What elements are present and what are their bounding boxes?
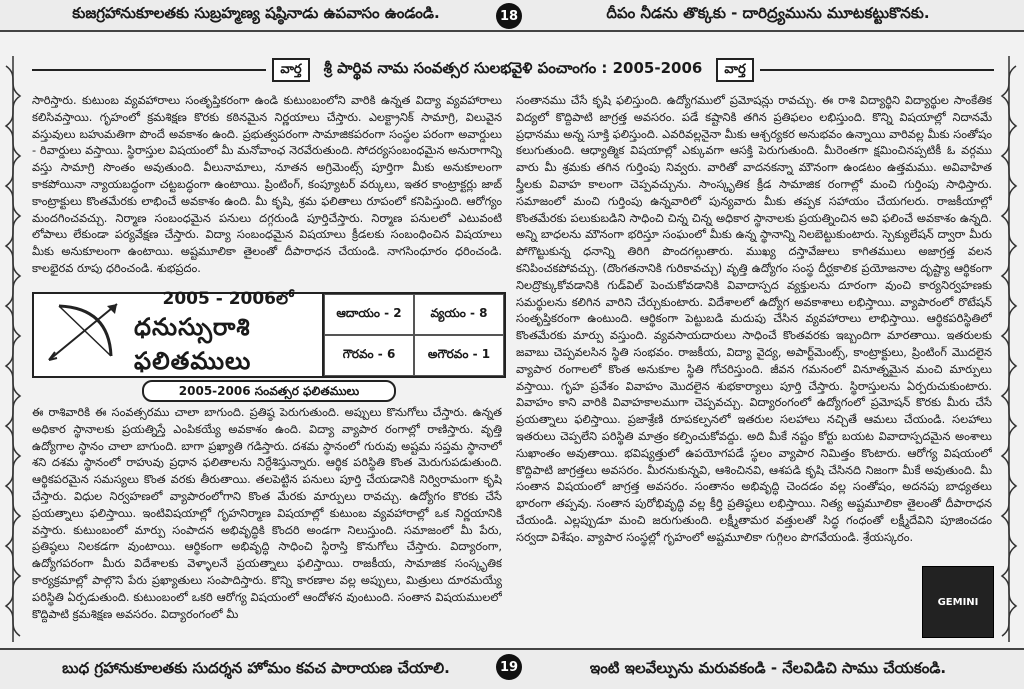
left-lower-paragraph: ఈ రాశివారికి ఈ సంవత్సరము చాలా బాగుంది. ప్రతిష్ఠ పెరుగుతుంది. అప్పులు కొనుగోలు చేస్తారు. ఉన్నత అధికార స్థానాలకు ప్రయత్నిస్తే ఎంపికయ్యే అవకాశం ఉంది. విద్యా వ్యాపార రంగాల్లో రాణిస్తారు. వృత్తి ఉద్యోగాల స్థానం చాలా బాగుంది. బాగా ప్రఖ్యాతి గడిస్తారు. దశమ స్థానంలో గురువు అష్టమ సప్తమ స్థానాలో శని దశమ స్థానంలో రాహువు ప్రధాన ఫలితాలను నిర్దేశిస్తున్నారు. ఆర్థిక పరిస్థితి కొంత మెరుగుపడుతుంది. ఆర్థికపరమైన సమస్యలు కొంత వరకు తీరుతాయి. తలపెట్టిన పనులు పూర్తి చేయడానికి నిర్విరామంగా కృషి చేస్తారు. విధుల నిర్వహణలో వ్యాపారంలోగాని కొంత మేరకు మార్పులు రావచ్చు. ఉద్యోగం కొరకు చేసే ప్రయత్నాలు ఫలిస్తాయి. ఇంటివిషయాల్లో గృహనిర్మాణ విషయాల్లో కుటుంబ వ్యవహారాల్లో ఒక నిర్ణయానికి వస్తారు. కుటుంబంలో మార్పు సంపాదన అభివృద్ధికి కొందరి అండగా నిలుస్తుంది. సమాజంలో మీ పేరు, ప్రతిష్ఠలు నిలకడగా వుంటాయి. ఆర్థికంగా అభివృద్ధి సాధించి స్థిరాస్తి కొనుగోలు చేస్తారు. విద్యారంగా, ఉద్యోగపరంగా మీరు విదేశాలకు వెళ్ళాలనే ప్రయత్నాలు ఫలిస్తాయి. రాజకీయ, సామాజిక సంస్కృతిక కార్యక్రమాల్లో పాల్గొని పేరు ప్రఖ్యాతులు సంపాదిస్తారు. కొన్ని కారణాల వల్ల అప్పులు, మిత్రులు దూరమయ్యే పరిస్థితి ఏర్పడుతుంది. కుటుంబంలో ఒకరి ఆరోగ్య విషయంలో ఆందోళన వుంటుంది. సంతాన విషయములలో కొద్దిపాటి క్రమశిక్షణ అవసరం. విద్యారంగంలో మీ [32,405,502,621]
zodiac-box [32,289,506,378]
gouravam-cell: గౌరవం - 6 [324,335,414,376]
aadayam-cell: ఆదాయం - 2 [324,294,414,335]
zodiac-heading [134,289,322,376]
gemini-ad-label: GEMINI [937,596,979,608]
sagittarius-bow-icon [34,294,134,372]
bottom-band-left-text: బుధ గ్రహానుకూలతకు సుదర్శన హోమం కవచ పారాయణ చేయాలి. [62,658,450,677]
yearly-results-subtitle: 2005-2006 సంవత్సర ఫలితములు [142,380,396,402]
vyayam-cell: వ్యయం - 8 [414,294,504,335]
right-column [516,92,992,640]
header-rule-left [32,69,266,71]
page-number-bottom: 19 [496,654,522,680]
left-upper-paragraph: సారిస్తారు. కుటుంబ వ్యవహారాలు సంతృప్తికరంగా ఉండి కుటుంబంలోని వారికి ఉన్నత విద్యా వ్యవహారాలు కలిసివస్తాయి. గృహంలో క్రమశిక్షణ కొరకు కఠినమైన నిర్ణయాలు చేస్తారు. ఎలక్ట్రానిక్ సామాగ్రి, విలువైన వస్తువులు బహుమతిగా పొందే అవకాశం ఉంది. ప్రభుత్వపరంగా సామాజికపరంగా సంస్థల పరంగా అవార్డులు - రివార్డులు వస్తాయి. స్థిరాస్తుల విషయంలో మీ మనోవాంఛ నెరవేరుతుంది. సోదర్యసంబంధమైన అనురాగాన్ని వస్తు సామాగ్రి సొంతం అవుతుంది. వీలునామాలు, నూతన అగ్రిమెంట్స్ పూర్తిగా మీకు అనుకూలంగా కాకపోయినా న్యాయబద్ధంగా చట్టబద్ధంగా ఉంటాయి. ప్రింటింగ్, కంప్యూటర్ వర్కులు, ఇతర కాంట్రాక్టర్లు జాబ్ కాంట్రాక్టులు కొంతమేరకు లాభించే అవకాశం ఉంది. మీ కృషి, శ్రమ ఫలితాలు రూపంలో కనిపిస్తుంది. ఆరోగ్యం మందగించవచ్చు. నిర్మాణ సంబంధమైన పనులు దగ్గరుండి పూర్తిచేస్తారు. నిర్మాణ పనులలో ఎటువంటి లోపాలు లేకుండా పర్యవేక్షణ చేస్తారు. విద్యా సంబంధమైన విషయాలు క్రీడలకు సంబంధించిన విషయాలు మీకు అనుకూలంగా ఉంటాయి. అష్టమూలికా తైలంతో దీపారాధన చేయండి. నాగసింధూరం ధరించండి. కాలభైరవ రూపు ధరించండి. శుభప్రదం. [32,93,502,275]
right-paragraph: సంతానము చేసే కృషి ఫలిస్తుంది. ఉద్యోగములో ప్రమోషన్లు రావచ్చు. ఈ రాశి విద్యార్థిని విద్యార్థుల సాంకేతిక విద్యలో కొద్దిపాటి జాగ్రత్త అవసరం. పడే కష్టానికి తగిన ప్రతిఫలం లభిస్తుంది. కొన్ని విషయాల్లో నిదానమే ప్రధానము అన్న సూక్తి ఫలిస్తుంది. ఎవరివల్లనైనా మీకు ఆశ్చర్యకర అనుభవం ఉన్నాయి వారివల్ల మీకు సంతోషం కలుగుతుంది. ఆధ్యాత్మిక విషయాల్లో ఎక్కువగా ఆసక్తి పెరుగుతుంది. మీరెంతగా క్షమించినప్పటికీ ఓ వర్గము వారు మీ శ్రమకు తగిన గుర్తింపు నివ్వరు. వారితో వాదనకన్నా మౌనంగా ఉండటం ఉత్తమము. అవివాహిత స్త్రీలకు వివాహ కాలంగా చెప్పవచ్చును. సాంస్కృతిక క్రీడ సామాజిక రంగాల్లో మంచి గుర్తింపు సాధిస్తారు. సమాజంలో మంచి గుర్తింపు ఉన్నవారిలో పున్యవారు మీకు తప్పక సహాయం చేయగలరు. రాజకీయాల్లో కొంతమేరకు పలుకుబడిని సాధించి చిన్న చిన్న అధికార స్థానాలకు ప్రయత్నించిన అవి ఫలించే అవకాశం ఉన్నది. అన్ని బాధలను మౌనంగా భరిస్తూ సంఘంలో మీకు ఉన్న స్థానాన్ని నిలబెట్టుకుంటారు. స్పెక్యులేషన్ ద్వారా మీరు పోగొట్టుకున్న ధనాన్ని తిరిగి పొందగల్గుతారు. ముఖ్య దస్తావేజులు కాగితములు అజాగ్రత్త వలన కనిపించకపోవచ్చు. (దొంగతనానికి గురికావచ్చు) వృత్తి ఉద్యోగం సంస్థ దీర్ఘకాలిక ప్రయోజనాల దృష్ట్యా ఆర్థికంగా నిలద్రొక్కుకోవడానికి గుడ్‌విల్ పెంచుకోవడానికి వివాదాస్పద వ్యక్తులను దూరంగా వుంచి కార్యనిర్వహణకు సమర్థులను కలిగిన వారిని చేర్చుకుంటారు. విదేశాలలో ఉద్యోగ అవకాశాలు లభిస్తాయి. వ్యాపారంలో రొటేషన్ సంతృప్తికరంగా ఉంటుంది. ఆర్థికంగా పెట్టుబడి మదుపు చేసిన వ్యవహారాలు లాభిస్తాయి. ఆర్థికపరిస్థితిలో కొంతమేరకు మార్పు వస్తుంది. వ్యవసాయదారులు సాధించే కొంతవరకు ఇబ్బందిగా మారతాయి. ఇతరులకు జవాబు చెప్పవలసిన స్థితి సంభవం. రాజకీయ, విద్యా వైద్య, అపార్ట్‌మెంట్స్, కాంట్రాక్టులు, ప్రింటింగ్ మొదలైన వ్యాపార రంగాలలో కొంత అనుకూల స్థితి గోచరిస్తుంది. జీవన గమనంలో వినూత్నమైన మంచి మార్పులు వస్తాయి. గృహ ప్రవేశం వివాహం మొదలైన శుభకార్యాలు పూర్తి చేస్తారు. స్థిరాస్తులను ఏర్పరుచుకుంటారు. వివాహం కాని వారికి వివాహకాలముగా చెప్పవచ్చు. విద్యారంగంలో ఉద్యోగంలో ప్రమోషన్ కొరకు మీరు చేసే ప్రయత్నాలు ఫలిస్తాయి. ప్రజాశ్రేణి రూపకల్పనలో ఇతరుల సలహాలు నచ్చితే ఆమలు చేయండి. సలహాలు ఇతరులు చెప్పలేని పరిస్థితి మాత్రం కల్పించుకోవద్దు. అది మీకే నష్టం కోర్టు బయట వివాదాస్పదమైన అంశాలు సుఖాంతం అవుతాయి. భవిష్యత్తులో ఉపయోగపడే స్థలం వ్యాపార నిమిత్తం కొంటారు. ఆరోగ్య విషయంలో కొద్దిపాటి జాగ్రత్తలు అవసరం. మీరనుకున్నవి, ఆశించినవి, ఆశపడి కృషి చేసినది నిజంగా మీకే అవుతుంది. మీ సంతాన విషయంలో జాగ్రత్త అవసరం. సంతానం అభివృద్ధి చెందడం వల్ల సంతోషం, అదనపు బాధ్యతలు భారంగా తప్పవు. సంతాన పురోభివృద్ధి వల్ల కీర్తి ప్రతిష్ఠలు లభిస్తాయి. నిత్య అష్టమూలికా తైలంతో దీపారాధన చేయండి. ఎల్లప్పుడూ మంచి జరుగుతుంది. లక్ష్మీతామర వత్తులతో సిద్ధ గంధంతో లక్ష్మీదేవిని పూజించడం సర్వదా విశేషం. వ్యాపార సంస్థల్లో గృహంలో అష్టమూలికా గుగ్గిలం పొగవేయండి. శ్రేయస్కరం. [516,93,992,544]
header-title: శ్రీ పార్థివ నామ సంవత్సర సులభవైళి పంచాంగం : 2005-2006 [323,59,703,77]
zodiac-year: 2005 - 2006లో [162,289,294,309]
avamanam-cell: అగౌరవం - 1 [414,335,504,376]
decorative-border-right [1000,56,1018,642]
vaartha-logo-left: వార్త [272,58,309,82]
panchangam-header [32,58,994,82]
left-column-lower [32,404,502,640]
bottom-band-right-text: ఇంటి ఇలవేల్పును మరువకండి - నేలవిడిచి సాము చేయకండి. [589,658,947,677]
decorative-border-left [4,56,22,642]
zodiac-rasi-title: ధనుస్సురాశి ఫలితములు [134,313,252,375]
left-column-upper [32,92,502,287]
gemini-advertisement [922,566,994,638]
header-rule-right [760,69,994,71]
top-band-right-text: దీపం నీడను తొక్కకు - దారిద్ర్యమును మూటకట్టుకొనకు. [606,4,930,22]
vaartha-logo-right: వార్త [716,58,753,82]
page-number-top: 18 [496,3,522,29]
top-band-left-text: కుజగ్రహానుకూలతకు సుబ్రహ్మణ్య షష్ఠినాడు ఉపవాసం ఉండండి. [72,4,440,22]
income-expense-table [322,294,504,376]
